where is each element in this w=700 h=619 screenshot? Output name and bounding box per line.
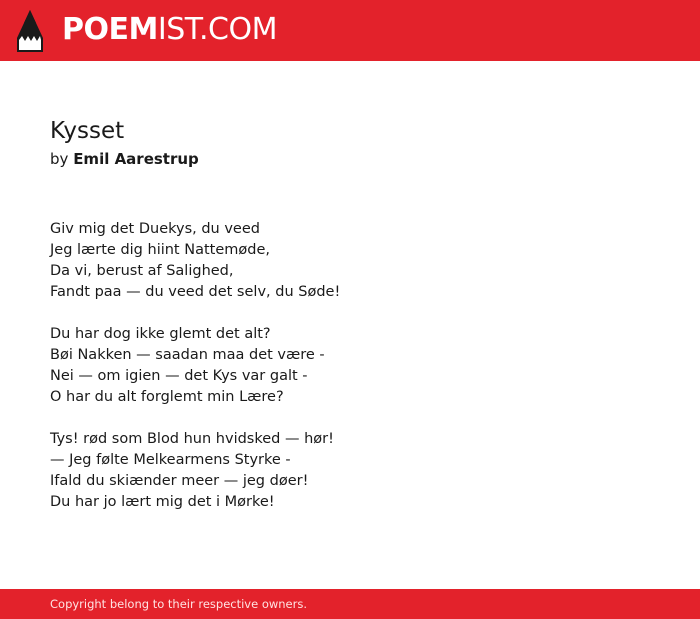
poem-line: Jeg lærte dig hiint Nattemøde, [50, 242, 270, 258]
stanza [50, 324, 650, 408]
poem-line: — Jeg følte Melkearmens Styrke - [50, 452, 291, 468]
poem-byline [50, 149, 199, 169]
poem-body [50, 219, 650, 534]
poem-line: Du har jo lært mig det i Mørke! [50, 494, 275, 510]
pencil-tip-icon[interactable] [17, 10, 43, 52]
logo-light-text: IST.COM [157, 12, 277, 47]
logo-bold-text: POEM [62, 12, 158, 47]
poem-line: Da vi, berust af Salighed, [50, 263, 234, 279]
stanza [50, 219, 650, 303]
copyright-text: Copyright belong to their respective owners. [50, 597, 308, 611]
author-name[interactable]: Emil Aarestrup [73, 150, 199, 168]
poem-line: Nei — om igien — det Kys var galt - [50, 368, 308, 384]
poem-line: Fandt paa — du veed det selv, du Søde! [50, 284, 341, 300]
site-header [0, 0, 700, 61]
poem-line: Du har dog ikke glemt det alt? [50, 326, 271, 342]
poem-line: Ifald du skiænder meer — jeg døer! [50, 473, 309, 489]
by-label: by [50, 150, 69, 168]
poem-line: Giv mig det Duekys, du veed [50, 221, 260, 237]
poem-line: O har du alt forglemt min Lære? [50, 389, 284, 405]
stanza [50, 429, 650, 513]
site-footer [0, 589, 700, 619]
poem-line: Tys! rød som Blod hun hvidsked — hør! [50, 431, 334, 447]
poem-line: Bøi Nakken — saadan maa det være - [50, 347, 325, 363]
poem-title: Kysset [50, 118, 125, 144]
site-logo[interactable] [62, 12, 277, 48]
